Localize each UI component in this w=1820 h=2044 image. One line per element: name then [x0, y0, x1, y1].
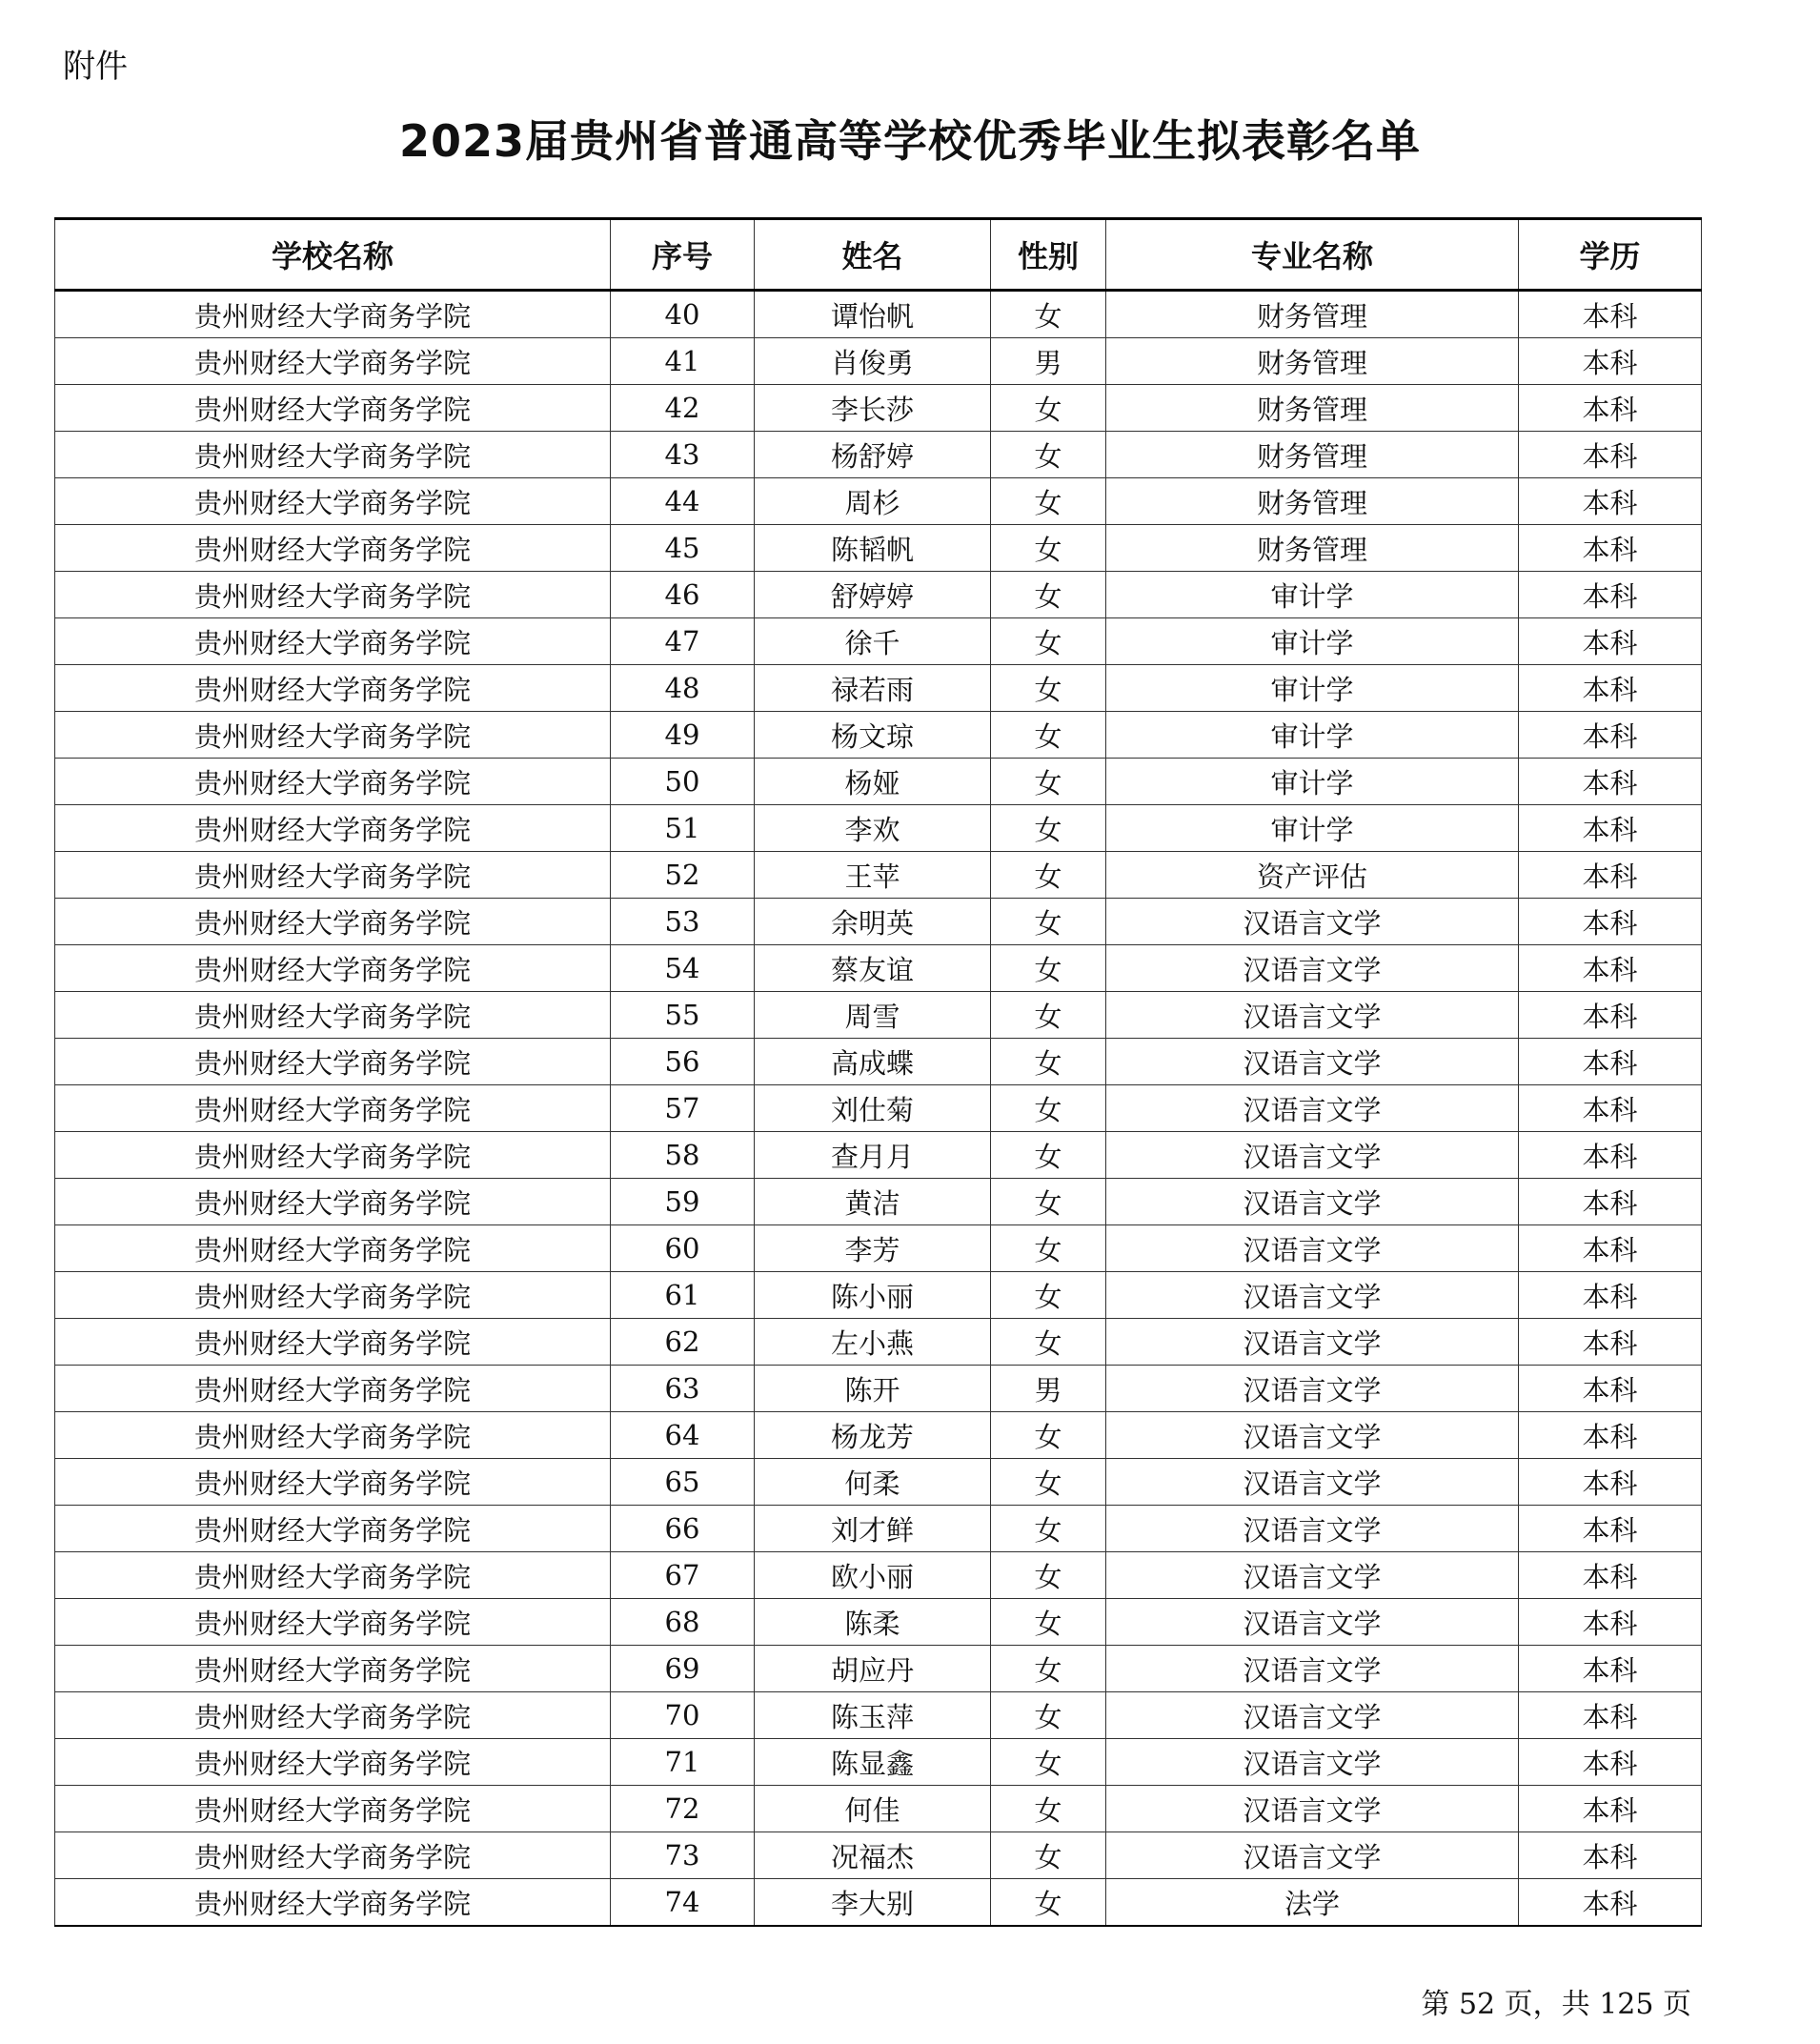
cell-gender: 男 — [991, 1366, 1106, 1412]
cell-gender: 女 — [991, 852, 1106, 899]
cell-name: 陈玉萍 — [755, 1692, 991, 1739]
cell-degree: 本科 — [1519, 852, 1702, 899]
table-row — [55, 899, 1702, 945]
cell-gender: 女 — [991, 1739, 1106, 1786]
table-row — [55, 1366, 1702, 1412]
table-row — [55, 338, 1702, 385]
cell-major: 审计学 — [1106, 805, 1519, 852]
cell-major: 汉语言文学 — [1106, 1132, 1519, 1179]
table-row — [55, 1225, 1702, 1272]
cell-name: 黄洁 — [755, 1179, 991, 1225]
cell-name: 李大别 — [755, 1879, 991, 1927]
table-row — [55, 1179, 1702, 1225]
cell-index: 72 — [611, 1786, 755, 1832]
cell-major: 汉语言文学 — [1106, 1179, 1519, 1225]
cell-index: 67 — [611, 1552, 755, 1599]
table-row — [55, 478, 1702, 525]
cell-gender: 女 — [991, 432, 1106, 478]
cell-gender: 女 — [991, 899, 1106, 945]
cell-gender: 女 — [991, 572, 1106, 618]
cell-degree: 本科 — [1519, 291, 1702, 338]
table-row — [55, 945, 1702, 992]
cell-school: 贵州财经大学商务学院 — [55, 759, 611, 805]
cell-school: 贵州财经大学商务学院 — [55, 992, 611, 1039]
cell-name: 陈小丽 — [755, 1272, 991, 1319]
cell-index: 42 — [611, 385, 755, 432]
cell-gender: 男 — [991, 338, 1106, 385]
cell-degree: 本科 — [1519, 899, 1702, 945]
cell-degree: 本科 — [1519, 1039, 1702, 1085]
table-row — [55, 525, 1702, 572]
column-header-school: 学校名称 — [55, 219, 611, 291]
cell-index: 60 — [611, 1225, 755, 1272]
cell-degree: 本科 — [1519, 805, 1702, 852]
cell-major: 汉语言文学 — [1106, 1739, 1519, 1786]
cell-degree: 本科 — [1519, 1366, 1702, 1412]
cell-school: 贵州财经大学商务学院 — [55, 1039, 611, 1085]
cell-degree: 本科 — [1519, 945, 1702, 992]
cell-major: 汉语言文学 — [1106, 1506, 1519, 1552]
cell-major: 汉语言文学 — [1106, 1832, 1519, 1879]
cell-school: 贵州财经大学商务学院 — [55, 665, 611, 712]
table-row — [55, 1786, 1702, 1832]
cell-gender: 女 — [991, 1039, 1106, 1085]
cell-major: 汉语言文学 — [1106, 1319, 1519, 1366]
column-header-index: 序号 — [611, 219, 755, 291]
cell-gender: 女 — [991, 712, 1106, 759]
cell-major: 审计学 — [1106, 665, 1519, 712]
cell-degree: 本科 — [1519, 1646, 1702, 1692]
table-row — [55, 1832, 1702, 1879]
graduate-roster-table — [54, 217, 1702, 1927]
cell-gender: 女 — [991, 665, 1106, 712]
cell-name: 胡应丹 — [755, 1646, 991, 1692]
table-row — [55, 1879, 1702, 1927]
cell-gender: 女 — [991, 1412, 1106, 1459]
column-header-name: 姓名 — [755, 219, 991, 291]
cell-index: 65 — [611, 1459, 755, 1506]
cell-index: 70 — [611, 1692, 755, 1739]
cell-index: 73 — [611, 1832, 755, 1879]
cell-name: 左小燕 — [755, 1319, 991, 1366]
cell-degree: 本科 — [1519, 385, 1702, 432]
table-row — [55, 712, 1702, 759]
table-row — [55, 432, 1702, 478]
column-header-major: 专业名称 — [1106, 219, 1519, 291]
table-row — [55, 385, 1702, 432]
cell-index: 41 — [611, 338, 755, 385]
table-row — [55, 1132, 1702, 1179]
cell-index: 55 — [611, 992, 755, 1039]
cell-major: 财务管理 — [1106, 525, 1519, 572]
cell-major: 汉语言文学 — [1106, 1646, 1519, 1692]
cell-degree: 本科 — [1519, 432, 1702, 478]
cell-school: 贵州财经大学商务学院 — [55, 1085, 611, 1132]
table-row — [55, 1085, 1702, 1132]
cell-gender: 女 — [991, 1599, 1106, 1646]
cell-degree: 本科 — [1519, 1739, 1702, 1786]
table-row — [55, 1412, 1702, 1459]
cell-degree: 本科 — [1519, 1319, 1702, 1366]
cell-index: 53 — [611, 899, 755, 945]
cell-name: 刘才鲜 — [755, 1506, 991, 1552]
cell-index: 74 — [611, 1879, 755, 1927]
table-row — [55, 1319, 1702, 1366]
table-row — [55, 1739, 1702, 1786]
cell-major: 汉语言文学 — [1106, 1786, 1519, 1832]
cell-school: 贵州财经大学商务学院 — [55, 1132, 611, 1179]
cell-gender: 女 — [991, 618, 1106, 665]
cell-major: 审计学 — [1106, 572, 1519, 618]
cell-index: 48 — [611, 665, 755, 712]
cell-school: 贵州财经大学商务学院 — [55, 572, 611, 618]
table-row — [55, 852, 1702, 899]
cell-index: 46 — [611, 572, 755, 618]
cell-school: 贵州财经大学商务学院 — [55, 805, 611, 852]
cell-degree: 本科 — [1519, 992, 1702, 1039]
cell-name: 欧小丽 — [755, 1552, 991, 1599]
cell-major: 财务管理 — [1106, 478, 1519, 525]
cell-name: 李长莎 — [755, 385, 991, 432]
cell-name: 况福杰 — [755, 1832, 991, 1879]
cell-major: 审计学 — [1106, 759, 1519, 805]
cell-degree: 本科 — [1519, 618, 1702, 665]
cell-degree: 本科 — [1519, 1459, 1702, 1506]
attachment-label: 附件 — [63, 48, 128, 86]
cell-school: 贵州财经大学商务学院 — [55, 525, 611, 572]
cell-degree: 本科 — [1519, 1412, 1702, 1459]
cell-name: 何佳 — [755, 1786, 991, 1832]
cell-major: 汉语言文学 — [1106, 1085, 1519, 1132]
cell-index: 56 — [611, 1039, 755, 1085]
table-row — [55, 291, 1702, 338]
cell-gender: 女 — [991, 1132, 1106, 1179]
cell-gender: 女 — [991, 945, 1106, 992]
cell-index: 52 — [611, 852, 755, 899]
cell-gender: 女 — [991, 1272, 1106, 1319]
cell-school: 贵州财经大学商务学院 — [55, 945, 611, 992]
table-row — [55, 1599, 1702, 1646]
cell-gender: 女 — [991, 805, 1106, 852]
cell-gender: 女 — [991, 992, 1106, 1039]
cell-gender: 女 — [991, 1552, 1106, 1599]
table-row — [55, 618, 1702, 665]
cell-name: 王苹 — [755, 852, 991, 899]
cell-school: 贵州财经大学商务学院 — [55, 1412, 611, 1459]
cell-degree: 本科 — [1519, 1132, 1702, 1179]
cell-degree: 本科 — [1519, 338, 1702, 385]
cell-name: 陈柔 — [755, 1599, 991, 1646]
cell-name: 高成蝶 — [755, 1039, 991, 1085]
cell-name: 何柔 — [755, 1459, 991, 1506]
cell-major: 汉语言文学 — [1106, 1552, 1519, 1599]
cell-gender: 女 — [991, 1225, 1106, 1272]
cell-name: 陈显鑫 — [755, 1739, 991, 1786]
cell-name: 查月月 — [755, 1132, 991, 1179]
cell-index: 64 — [611, 1412, 755, 1459]
cell-school: 贵州财经大学商务学院 — [55, 1506, 611, 1552]
cell-gender: 女 — [991, 1506, 1106, 1552]
cell-school: 贵州财经大学商务学院 — [55, 1552, 611, 1599]
cell-school: 贵州财经大学商务学院 — [55, 1225, 611, 1272]
cell-school: 贵州财经大学商务学院 — [55, 1599, 611, 1646]
cell-gender: 女 — [991, 525, 1106, 572]
cell-gender: 女 — [991, 1832, 1106, 1879]
table-row — [55, 1646, 1702, 1692]
cell-degree: 本科 — [1519, 712, 1702, 759]
cell-name: 余明英 — [755, 899, 991, 945]
cell-major: 汉语言文学 — [1106, 1599, 1519, 1646]
table-row — [55, 665, 1702, 712]
cell-major: 汉语言文学 — [1106, 945, 1519, 992]
cell-gender: 女 — [991, 1646, 1106, 1692]
cell-name: 周雪 — [755, 992, 991, 1039]
cell-major: 汉语言文学 — [1106, 1225, 1519, 1272]
cell-index: 47 — [611, 618, 755, 665]
cell-school: 贵州财经大学商务学院 — [55, 1786, 611, 1832]
cell-school: 贵州财经大学商务学院 — [55, 618, 611, 665]
cell-name: 蔡友谊 — [755, 945, 991, 992]
cell-major: 资产评估 — [1106, 852, 1519, 899]
cell-gender: 女 — [991, 385, 1106, 432]
cell-name: 谭怡帆 — [755, 291, 991, 338]
cell-degree: 本科 — [1519, 572, 1702, 618]
cell-major: 财务管理 — [1106, 291, 1519, 338]
cell-gender: 女 — [991, 1319, 1106, 1366]
cell-degree: 本科 — [1519, 1879, 1702, 1927]
cell-school: 贵州财经大学商务学院 — [55, 1832, 611, 1879]
cell-name: 杨娅 — [755, 759, 991, 805]
cell-school: 贵州财经大学商务学院 — [55, 1179, 611, 1225]
cell-degree: 本科 — [1519, 1225, 1702, 1272]
cell-school: 贵州财经大学商务学院 — [55, 1319, 611, 1366]
cell-index: 59 — [611, 1179, 755, 1225]
table-row — [55, 1039, 1702, 1085]
table-body — [55, 291, 1702, 1927]
cell-major: 审计学 — [1106, 712, 1519, 759]
table-row — [55, 805, 1702, 852]
cell-degree: 本科 — [1519, 1786, 1702, 1832]
cell-school: 贵州财经大学商务学院 — [55, 1366, 611, 1412]
cell-index: 50 — [611, 759, 755, 805]
cell-gender: 女 — [991, 1786, 1106, 1832]
cell-index: 57 — [611, 1085, 755, 1132]
page-number-footer: 第 52 页，共 125 页 — [1421, 1988, 1691, 2021]
cell-major: 汉语言文学 — [1106, 992, 1519, 1039]
cell-major: 汉语言文学 — [1106, 1366, 1519, 1412]
cell-gender: 女 — [991, 1692, 1106, 1739]
cell-index: 54 — [611, 945, 755, 992]
document-title: 2023届贵州省普通高等学校优秀毕业生拟表彰名单 — [398, 115, 1422, 167]
cell-school: 贵州财经大学商务学院 — [55, 291, 611, 338]
cell-major: 财务管理 — [1106, 385, 1519, 432]
cell-name: 禄若雨 — [755, 665, 991, 712]
cell-school: 贵州财经大学商务学院 — [55, 712, 611, 759]
cell-major: 汉语言文学 — [1106, 1412, 1519, 1459]
cell-major: 汉语言文学 — [1106, 899, 1519, 945]
cell-name: 刘仕菊 — [755, 1085, 991, 1132]
cell-name: 李欢 — [755, 805, 991, 852]
cell-degree: 本科 — [1519, 665, 1702, 712]
cell-index: 45 — [611, 525, 755, 572]
cell-degree: 本科 — [1519, 1692, 1702, 1739]
table-header-row — [55, 219, 1702, 291]
cell-name: 徐千 — [755, 618, 991, 665]
cell-name: 陈开 — [755, 1366, 991, 1412]
cell-degree: 本科 — [1519, 1085, 1702, 1132]
table-row — [55, 1272, 1702, 1319]
cell-school: 贵州财经大学商务学院 — [55, 1879, 611, 1927]
cell-name: 杨龙芳 — [755, 1412, 991, 1459]
cell-school: 贵州财经大学商务学院 — [55, 385, 611, 432]
cell-degree: 本科 — [1519, 1832, 1702, 1879]
cell-school: 贵州财经大学商务学院 — [55, 1459, 611, 1506]
cell-name: 杨舒婷 — [755, 432, 991, 478]
cell-index: 66 — [611, 1506, 755, 1552]
cell-degree: 本科 — [1519, 1179, 1702, 1225]
cell-degree: 本科 — [1519, 478, 1702, 525]
cell-degree: 本科 — [1519, 1272, 1702, 1319]
column-header-gender: 性别 — [991, 219, 1106, 291]
table-row — [55, 992, 1702, 1039]
cell-index: 62 — [611, 1319, 755, 1366]
cell-school: 贵州财经大学商务学院 — [55, 338, 611, 385]
cell-name: 李芳 — [755, 1225, 991, 1272]
cell-school: 贵州财经大学商务学院 — [55, 1739, 611, 1786]
table-row — [55, 572, 1702, 618]
cell-name: 周杉 — [755, 478, 991, 525]
cell-index: 68 — [611, 1599, 755, 1646]
cell-degree: 本科 — [1519, 759, 1702, 805]
cell-name: 舒婷婷 — [755, 572, 991, 618]
cell-school: 贵州财经大学商务学院 — [55, 852, 611, 899]
cell-gender: 女 — [991, 1179, 1106, 1225]
cell-index: 63 — [611, 1366, 755, 1412]
table-row — [55, 759, 1702, 805]
cell-index: 69 — [611, 1646, 755, 1692]
cell-major: 法学 — [1106, 1879, 1519, 1927]
cell-index: 51 — [611, 805, 755, 852]
cell-name: 杨文琼 — [755, 712, 991, 759]
cell-gender: 女 — [991, 1879, 1106, 1927]
cell-name: 陈韬帆 — [755, 525, 991, 572]
column-header-degree: 学历 — [1519, 219, 1702, 291]
cell-major: 财务管理 — [1106, 432, 1519, 478]
cell-major: 汉语言文学 — [1106, 1039, 1519, 1085]
cell-index: 58 — [611, 1132, 755, 1179]
cell-index: 40 — [611, 291, 755, 338]
cell-index: 43 — [611, 432, 755, 478]
cell-degree: 本科 — [1519, 1506, 1702, 1552]
cell-major: 审计学 — [1106, 618, 1519, 665]
cell-index: 49 — [611, 712, 755, 759]
table-row — [55, 1552, 1702, 1599]
cell-index: 61 — [611, 1272, 755, 1319]
cell-degree: 本科 — [1519, 1552, 1702, 1599]
cell-index: 71 — [611, 1739, 755, 1786]
cell-school: 贵州财经大学商务学院 — [55, 432, 611, 478]
table-row — [55, 1506, 1702, 1552]
cell-school: 贵州财经大学商务学院 — [55, 478, 611, 525]
cell-major: 汉语言文学 — [1106, 1692, 1519, 1739]
cell-gender: 女 — [991, 291, 1106, 338]
cell-school: 贵州财经大学商务学院 — [55, 1646, 611, 1692]
cell-school: 贵州财经大学商务学院 — [55, 1272, 611, 1319]
cell-major: 汉语言文学 — [1106, 1272, 1519, 1319]
cell-gender: 女 — [991, 1085, 1106, 1132]
cell-degree: 本科 — [1519, 1599, 1702, 1646]
cell-gender: 女 — [991, 478, 1106, 525]
cell-gender: 女 — [991, 759, 1106, 805]
cell-major: 财务管理 — [1106, 338, 1519, 385]
cell-index: 44 — [611, 478, 755, 525]
cell-school: 贵州财经大学商务学院 — [55, 1692, 611, 1739]
table-row — [55, 1692, 1702, 1739]
cell-major: 汉语言文学 — [1106, 1459, 1519, 1506]
cell-gender: 女 — [991, 1459, 1106, 1506]
cell-school: 贵州财经大学商务学院 — [55, 899, 611, 945]
cell-degree: 本科 — [1519, 525, 1702, 572]
table-row — [55, 1459, 1702, 1506]
cell-name: 肖俊勇 — [755, 338, 991, 385]
